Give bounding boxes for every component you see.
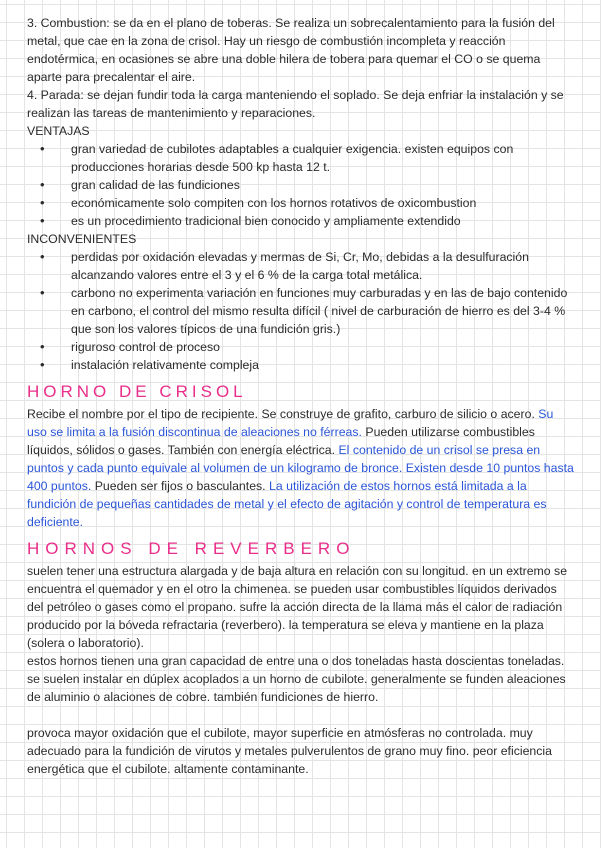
inconvenientes-title: INCONVENIENTES	[27, 232, 137, 246]
list-item: • carbono no experimenta variación en funciones muy carburadas y en las de bajo contenido en carbono, el control del mismo resulta difícil ( nivel de carburación de hierro es del 3-4 % que son los valores típicos de una fundición gris.)	[27, 284, 575, 338]
step-parada: 4. Parada: se dejan fundir toda la carga manteniendo el soplado. Se deja enfriar la instalación y se realizan las tareas de mantenimiento y reparaciones.	[27, 88, 564, 120]
list-item: • es un procedimiento tradicional bien conocido y ampliamente extendido	[27, 212, 575, 230]
reverbero-paragraph-3: provoca mayor oxidación que el cubilote, mayor superficie en atmósferas no controlada. muy adecuado para la fundición de virutos y metales pulverulentos de grano muy fino. peor eficiencia energética que el cubilote. altamente contaminante.	[27, 726, 552, 776]
list-item: • instalación relativamente compleja	[27, 356, 575, 374]
crisol-heading: HORNO DE CRISOL	[27, 382, 247, 401]
list-item: • gran variedad de cubilotes adaptables a cualquier exigencia. existen equipos con producciones horarias desde 500 kp hasta 12 t.	[27, 140, 575, 176]
crisol-highlight-3: La utilización de estos hornos está limitada a la fundición de pequeñas cantidades de metal y el efecto de agitación y control de temperatura es deficiente.	[27, 479, 547, 529]
reverbero-heading: HORNOS DE REVERBERO	[27, 539, 356, 558]
crisol-paragraph	[27, 405, 575, 531]
ventajas-title: VENTAJAS	[27, 124, 90, 138]
crisol-highlight-2: El contenido de un crisol se presa en puntos y cada punto equivale al volumen de un kilogramo de bronce. Existen desde 10 puntos hasta 400 puntos.	[27, 443, 574, 493]
inconvenientes-list	[27, 248, 575, 374]
list-item: • gran calidad de las fundiciones	[27, 176, 575, 194]
step-combustion: 3. Combustion: se da en el plano de toberas. Se realiza un sobrecalentamiento para la fusión del metal, que cae en la zona de crisol. Hay un riesgo de combustión incompleta y reacción endotérmica, en ocasiones se abre una doble hilera de tobera para quemar el CO o se quema aparte para precalentar el aire.	[27, 16, 555, 84]
note-page	[27, 14, 575, 778]
list-item: • económicamente solo compiten con los hornos rotativos de oxicombustion	[27, 194, 575, 212]
crisol-text-2: Pueden utilizarse combustibles líquidos, sólidos o gases. También con energía eléctrica.	[27, 425, 535, 457]
crisol-text-1: Recibe el nombre por el tipo de recipiente. Se construye de grafito, carburo de silicio o acero.	[27, 407, 539, 421]
crisol-text-3: Pueden ser fijos o basculantes.	[91, 479, 270, 493]
list-item: • riguroso control de proceso	[27, 338, 575, 356]
list-item: • perdidas por oxidación elevadas y mermas de Si, Cr, Mo, debidas a la desulfuración alcanzando valores entre el 3 y el 6 % de la carga total metálica.	[27, 248, 575, 284]
reverbero-paragraph-2: estos hornos tienen una gran capacidad de entre una o dos toneladas hasta doscientas toneladas. se suelen instalar en dúplex acoplados a un horno de cubilote. generalmente se funden aleaciones de aluminio o alaciones de cobre. también fundiciones de hierro.	[27, 654, 566, 704]
ventajas-list	[27, 140, 575, 230]
blank-line	[27, 706, 575, 724]
crisol-highlight-1: Su uso se limita a la fusión discontinua de aleaciones no férreas.	[27, 407, 554, 439]
reverbero-paragraph-1: suelen tener una estructura alargada y de baja altura en relación con su longitud. en un extremo se encuentra el quemador y en el otro la chimenea. se pueden usar combustibles líquidos derivados del petróleo o gases como el propano. sufre la acción directa de la llama más el calor de radiación producido por la bóveda refractaria (reverbero). la temperatura se eleva y mantiene en la plaza (solera o laboratorio).	[27, 564, 568, 650]
